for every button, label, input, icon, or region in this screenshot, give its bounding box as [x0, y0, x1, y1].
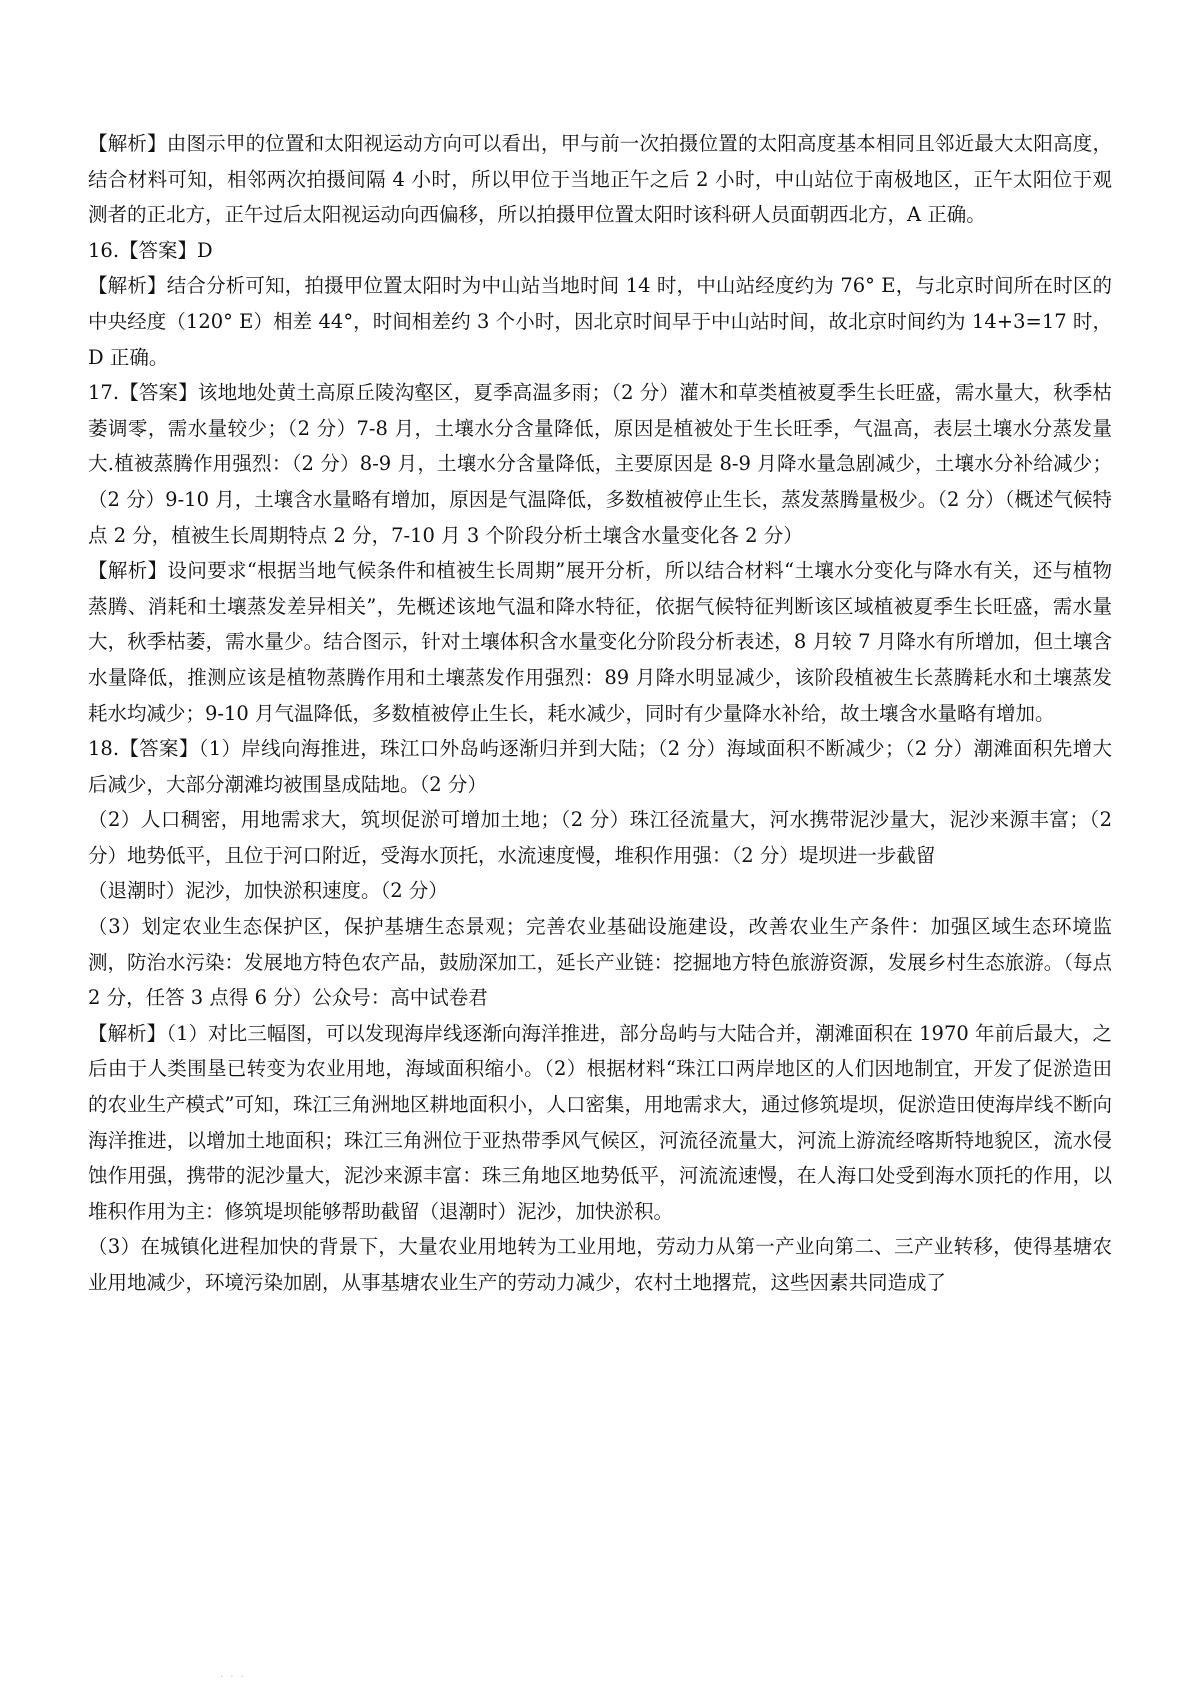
- paragraph-answer-17: 17.【答案】该地地处黄土高原丘陵沟壑区，夏季高温多雨；（2 分）灌木和草类植被夏季生长旺盛，需水量大，秋季枯萎调零，需水量较少；（2 分）7-8 月，土壤水分含量降低，原因是植被处于生长旺季，气温高，表层土壤水分蒸发量大.植被蒸腾作用强烈：（2 分）8-9 月，土壤水分含量降低，主要原因是 8-9 月降水量急剧减少，土壤水分补给减少；（2 分）9-10 月，土壤含水量略有增加，原因是气温降低，多数植被停止生长，蒸发蒸腾量极少。（2 分）（概述气候特点 2 分，植被生长周期特点 2 分，7-10 月 3 个阶段分析土壤含水量变化各 2 分）: [88, 381, 1112, 547]
- paragraph-analysis-18: 【解析】（1）对比三幅图，可以发现海岸线逐渐向海洋推进，部分岛屿与大陆合并，潮滩面积在 1970 年前后最大，之后由于人类围垦已转变为农业用地，海域面积缩小。（2）根据材料“珠江口两岸地区的人们因地制宜，开发了促淤造田的农业生产模式”可知，珠江三角洲地区耕地面积小，人口密集，用地需求大，通过修筑堤坝，促淤造田使海岸线不断向海洋推进，以增加土地面积；珠江三角洲位于亚热带季风气候区，河流径流量大，河流上游流经喀斯特地貌区，流水侵蚀作用强，携带的泥沙量大，泥沙来源丰富：珠三角地区地势低平，河流流速慢，在人海口处受到海水顶托的作用，以堆积作用为主：修筑堤坝能够帮助截留（退潮时）泥沙，加快淤积。: [88, 1021, 1112, 1223]
- paragraph-answer-18-part3: （3）划定农业生态保护区，保护基塘生态景观；完善农业基础设施建设，改善农业生产条件：加强区域生态环境监测，防治水污染：发展地方特色农产品，鼓励深加工，延长产业链：挖掘地方特色旅游资源，发展乡村生态旅游。（每点 2 分，任答 3 点得 6 分）公众号：高中试卷君: [88, 915, 1112, 1010]
- paragraph-analysis-15: 【解析】由图示甲的位置和太阳视运动方向可以看出，甲与前一次拍摄位置的太阳高度基本相同且邻近最大太阳高度，结合材料可知，相邻两次拍摄间隔 4 小时，所以甲位于当地正午之后 2 小时，中山站位于南极地区，正午太阳位于观测者的正北方，正午过后太阳视运动向西偏移，所以拍摄甲位置太阳时该科研人员面朝西北方，A 正确。: [88, 132, 1112, 227]
- paragraph-answer-18-part2-cont: （退潮时）泥沙，加快淤积速度。（2 分）: [88, 879, 448, 903]
- paragraph-analysis-18-part3: （3）在城镇化进程加快的背景下，大量农业用地转为工业用地，劳动力从第一产业向第二、三产业转移，使得基塘农业用地减少，环境污染加剧，从事基塘农业生产的劳动力减少，农村土地撂荒，这些因素共同造成了: [88, 1235, 1112, 1294]
- paragraph-analysis-17: 【解析】设问要求“根据当地气候条件和植被生长周期”展开分析，所以结合材料“土壤水分变化与降水有关，还与植物蒸腾、消耗和土壤蒸发差异相关”，先概述该地气温和降水特征，依据气候特征判断该区域植被夏季生长旺盛，需水量大，秋季枯萎，需水量少。结合图示，针对土壤体积含水量变化分阶段分析表述，8 月较 7 月降水有所增加，但土壤含水量降低，推测应该是植物蒸腾作用和土壤蒸发作用强烈：89 月降水明显减少，该阶段植被生长蒸腾耗水和土壤蒸发耗水均减少；9-10 月气温降低，多数植被停止生长，耗水减少，同时有少量降水补给，故土壤含水量略有增加。: [88, 559, 1112, 725]
- paragraph-answer-16: 16.【答案】D: [88, 238, 213, 262]
- paragraph-answer-18-part2: （2）人口稠密，用地需求大，筑坝促淤可增加土地；（2 分）珠江径流量大，河水携带泥沙量大，泥沙来源丰富；（2 分）地势低平，且位于河口附近，受海水顶托，水流速度慢，堆积作用强：（2 分）堤坝进一步截留: [88, 808, 1112, 867]
- paragraph-answer-18-part1: 18.【答案】（1）岸线向海推进，珠江口外岛屿逐渐归并到大陆；（2 分）海域面积不断减少；（2 分）潮滩面积先增大后减少，大部分潮滩均被围垦成陆地。（2 分）: [88, 737, 1112, 796]
- footer-dots: · · ·: [220, 1672, 246, 1683]
- paragraph-analysis-16: 【解析】结合分析可知，拍摄甲位置太阳时为中山站当地时间 14 时，中山站经度约为 76° E，与北京时间所在时区的中央经度（120° E）相差 44°，时间相差约 3 个小时，因北京时间早于中山站时间，故北京时间约为 14+3=17 时，D 正确。: [88, 274, 1112, 369]
